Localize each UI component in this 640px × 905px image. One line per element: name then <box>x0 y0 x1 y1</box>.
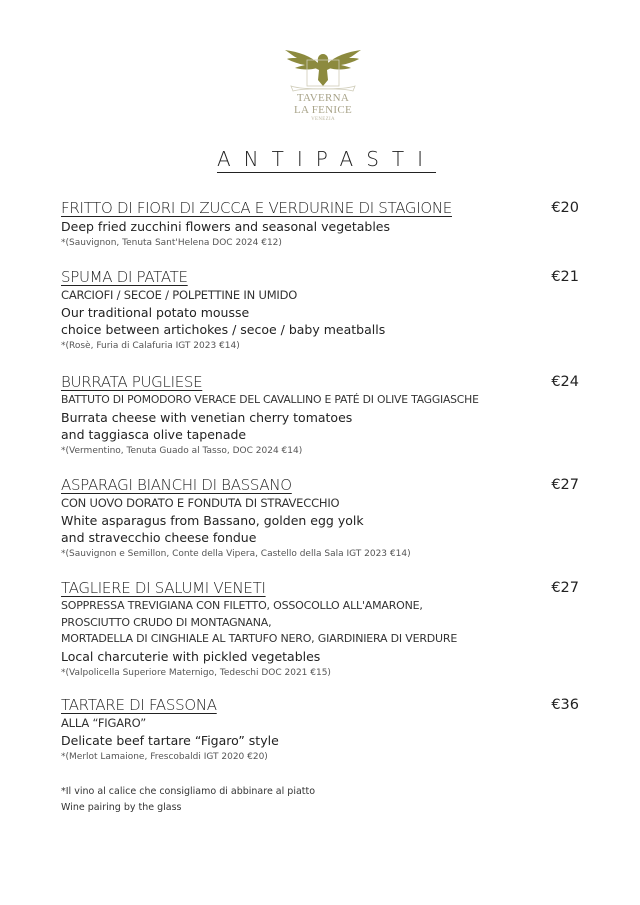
dish-english-description: White asparagus from Bassano, golden egg yolk <box>61 512 364 528</box>
dish-price: €36 <box>551 697 579 713</box>
dish-name: TARTARE DI FASSONA <box>61 696 217 714</box>
dish-italian-description: CARCIOFI / SECOE / POLPETTINE IN UMIDO <box>61 288 298 302</box>
dish-italian-description: PROSCIUTTO CRUDO DI MONTAGNANA, <box>61 615 272 629</box>
menu-item <box>61 372 579 459</box>
wine-note-english: Wine pairing by the glass <box>61 802 182 813</box>
dish-italian-description: MORTADELLA DI CINGHIALE AL TARTUFO NERO, GIARDINIERA DI VERDURE <box>61 632 458 645</box>
dish-english-description: and taggiasca olive tapenade <box>61 426 247 442</box>
dish-english-description: Deep fried zucchini flowers and seasonal vegetables <box>61 219 391 234</box>
restaurant-logo <box>283 46 363 130</box>
logo-line-3: VENEZIA <box>311 117 335 122</box>
wine-pairing: *(Valpolicella Superiore Maternigo, Tedeschi DOC 2021 €15) <box>61 667 331 678</box>
menu-item <box>61 578 579 681</box>
wine-pairing: *(Vermentino, Tenuta Guado al Tasso, DOC 2024 €14) <box>61 445 303 456</box>
dish-name: TAGLIERE DI SALUMI VENETI <box>61 579 266 597</box>
dish-italian-description: BATTUTO DI POMODORO VERACE DEL CAVALLINO E PATÉ DI OLIVE TAGGIASCHE <box>61 393 479 406</box>
wine-pairing-note <box>61 784 315 816</box>
dish-italian-description: ALLA “FIGARO” <box>61 716 147 730</box>
dish-name: BURRATA PUGLIESE <box>61 373 203 391</box>
dish-price: €27 <box>551 580 579 596</box>
menu-item <box>61 198 579 251</box>
logo-line-1: TAVERNA <box>296 92 350 104</box>
menu-item <box>61 695 579 765</box>
menu-item <box>61 267 579 354</box>
section-title-text: ANTIPASTI <box>216 147 437 171</box>
phoenix-crest-icon <box>283 46 363 92</box>
dish-price: €27 <box>551 477 579 493</box>
dish-english-description: and stravecchio cheese fondue <box>61 529 257 545</box>
wine-pairing: *(Rosè, Furia di Calafuria IGT 2023 €14) <box>61 340 240 351</box>
dish-english-description: Local charcuterie with pickled vegetables <box>61 648 321 664</box>
dish-english-description: choice between artichokes / secoe / baby meatballs <box>61 321 386 337</box>
wine-pairing: *(Merlot Lamaione, Frescobaldi IGT 2020 €20) <box>61 751 268 762</box>
dish-price: €21 <box>551 269 579 285</box>
wine-note-italian: *Il vino al calice che consigliamo di abbinare al piatto <box>61 786 316 797</box>
dish-english-description: Burrata cheese with venetian cherry tomatoes <box>61 409 353 425</box>
menu-item <box>61 475 579 562</box>
dish-name: FRITTO DI FIORI DI ZUCCA E VERDURINE DI STAGIONE <box>61 199 452 217</box>
section-title <box>0 147 640 171</box>
wine-pairing: *(Sauvignon, Tenuta Sant'Helena DOC 2024 €12) <box>61 238 282 248</box>
dish-italian-description: CON UOVO DORATO E FONDUTA DI STRAVECCHIO <box>61 496 340 510</box>
dish-price: €24 <box>551 374 579 390</box>
dish-name: SPUMA DI PATATE <box>61 268 188 286</box>
logo-line-2: LA FENICE <box>293 104 352 116</box>
dish-price: €20 <box>551 200 579 216</box>
dish-italian-description: SOPPRESSA TREVIGIANA CON FILETTO, OSSOCOLLO ALL'AMARONE, <box>61 599 423 612</box>
wine-pairing: *(Sauvignon e Semillon, Conte della Vipera, Castello della Sala IGT 2023 €14) <box>61 548 411 559</box>
dish-name: ASPARAGI BIANCHI DI BASSANO <box>61 476 292 494</box>
dish-english-description: Our traditional potato mousse <box>61 304 250 320</box>
dish-english-description: Delicate beef tartare “Figaro” style <box>61 732 279 748</box>
